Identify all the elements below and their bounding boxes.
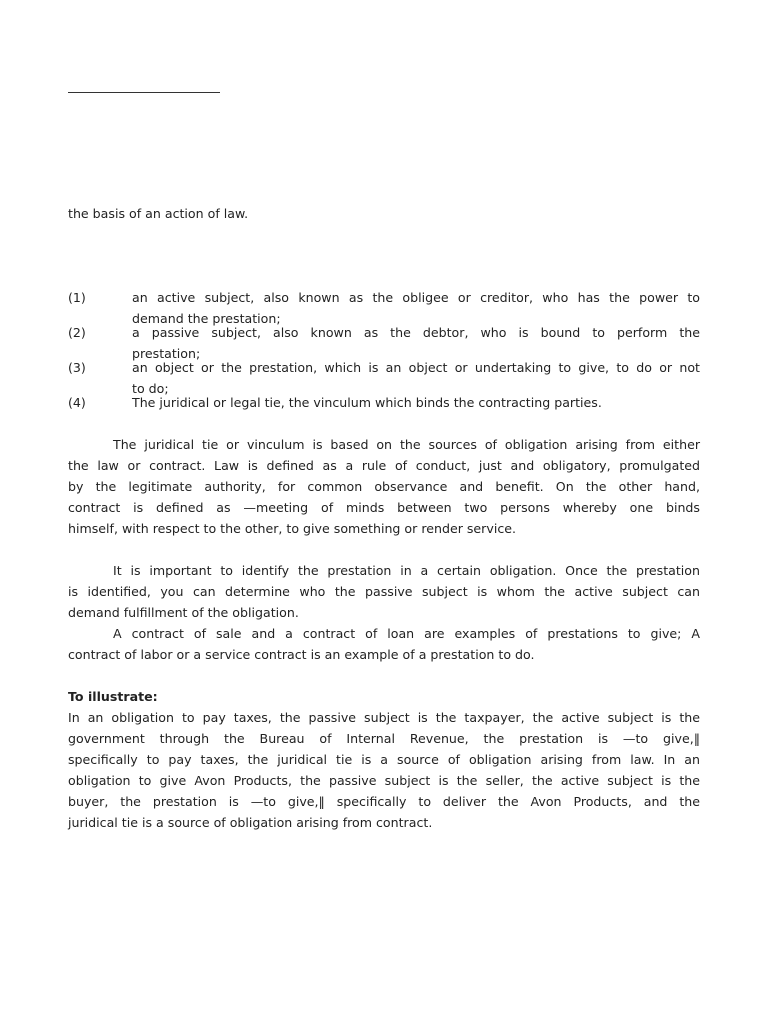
- paragraph1-line: the law or contract. Law is defined as a rule of conduct, just and obligatory, promulgated: [68, 458, 700, 473]
- list-item-text: a passive subject, also known as the debtor, who is bound to perform the: [132, 325, 700, 340]
- list-item-number: (3): [68, 360, 86, 375]
- list-item-text-cont: demand the prestation;: [132, 311, 281, 326]
- paragraph1-line: by the legitimate authority, for common observance and benefit. On the other hand,: [68, 479, 700, 494]
- list-item-number: (1): [68, 290, 86, 305]
- paragraph2-line: demand fulfillment of the obligation.: [68, 605, 299, 620]
- paragraph2-line: is identified, you can determine who the passive subject is whom the active subject can: [68, 584, 700, 599]
- top-rule-divider: [68, 92, 220, 93]
- list-item-number: (2): [68, 325, 86, 340]
- illustrate-line: In an obligation to pay taxes, the passive subject is the taxpayer, the active subject is the: [68, 710, 700, 725]
- illustrate-line: buyer, the prestation is —to give,‖ specifically to deliver the Avon Products, and the: [68, 794, 700, 809]
- list-item-text-cont: [132, 413, 700, 434]
- list-item-text: an active subject, also known as the obligee or creditor, who has the power to: [132, 290, 700, 305]
- paragraph3-line: contract of labor or a service contract is an example of a prestation to do.: [68, 647, 535, 662]
- illustrate-line: obligation to give Avon Products, the passive subject is the seller, the active subject is the: [68, 773, 700, 788]
- paragraph1-line: The juridical tie or vinculum is based on the sources of obligation arising from either: [113, 437, 700, 452]
- paragraph2-line: It is important to identify the prestation in a certain obligation. Once the prestation: [113, 563, 700, 578]
- paragraph1-line: contract is defined as —meeting of minds between two persons whereby one binds: [68, 500, 700, 515]
- list-item-text-cont: prestation;: [132, 346, 201, 361]
- intro-line: the basis of an action of law.: [68, 206, 249, 221]
- illustrate-line: juridical tie is a source of obligation arising from contract.: [68, 815, 433, 830]
- illustrate-line: government through the Bureau of Internal Revenue, the prestation is —to give,‖: [68, 731, 700, 746]
- list-item-text: The juridical or legal tie, the vinculum which binds the contracting parties.: [132, 395, 602, 410]
- paragraph3-line: A contract of sale and a contract of loan are examples of prestations to give; A: [113, 626, 700, 641]
- paragraph1-line: himself, with respect to the other, to give something or render service.: [68, 521, 516, 536]
- illustrate-heading: To illustrate:: [68, 689, 158, 704]
- list-item-number: (4): [68, 395, 86, 410]
- list-item-text-cont: to do;: [132, 381, 169, 396]
- illustrate-line: specifically to pay taxes, the juridical tie is a source of obligation arising from law. In an: [68, 752, 700, 767]
- list-item-text: an object or the prestation, which is an object or undertaking to give, to do or not: [132, 360, 700, 375]
